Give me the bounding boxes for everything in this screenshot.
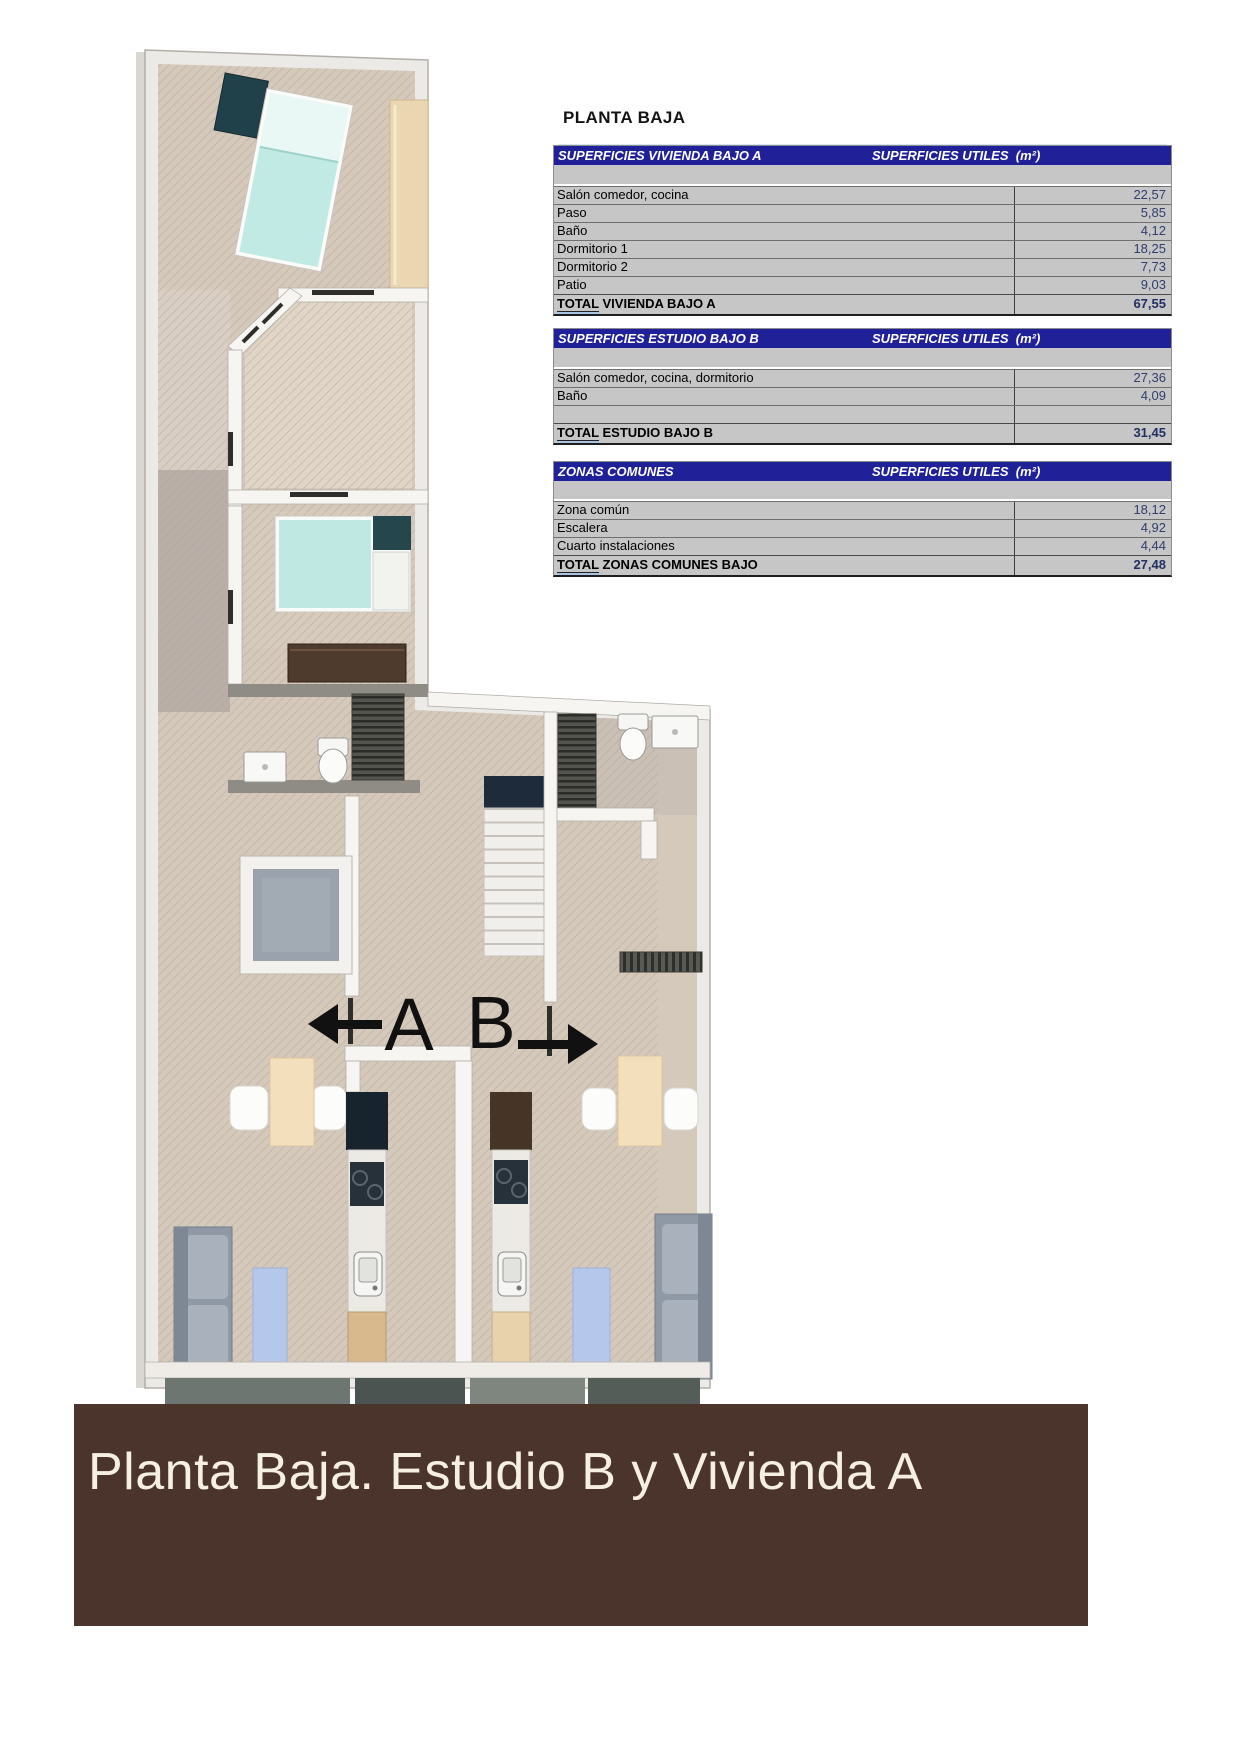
sink-a — [244, 752, 286, 782]
kitchen-a — [346, 1092, 388, 1378]
kitchen-b — [490, 1092, 532, 1378]
rug-b — [573, 1268, 610, 1366]
row-value: 4,44 — [1014, 538, 1171, 555]
bed-middle — [275, 516, 411, 612]
row-label: Escalera — [557, 520, 608, 535]
table-header — [554, 146, 1171, 165]
table-header-title: SUPERFICIES VIVIENDA BAJO A — [558, 148, 762, 163]
radiator-grille-b — [558, 714, 596, 810]
row-label: Paso — [557, 205, 587, 220]
table-header-units: SUPERFICIES UTILES (m²) — [872, 464, 1041, 479]
table-row — [554, 204, 1171, 222]
table-row — [554, 387, 1171, 405]
row-label: Baño — [557, 223, 588, 238]
total-value: 67,55 — [1014, 295, 1171, 314]
table-spacer-row — [554, 481, 1171, 501]
table-header — [554, 329, 1171, 348]
table-row-empty — [554, 405, 1171, 423]
table-zonas-comunes — [553, 461, 1172, 577]
table-superficies-vivienda-a — [553, 145, 1172, 316]
wardrobe — [390, 100, 428, 290]
row-label: Zona común — [557, 502, 630, 517]
table-row — [554, 369, 1171, 387]
row-value: 18,12 — [1014, 502, 1171, 519]
toilet-a — [318, 738, 348, 783]
entrance-thresholds — [145, 1362, 710, 1406]
table-header-units: SUPERFICIES UTILES (m²) — [872, 331, 1041, 346]
row-label: Salón comedor, cocina — [557, 187, 689, 202]
sofa-b — [655, 1214, 712, 1379]
arrow-b-shaft — [518, 1040, 570, 1049]
shower-grille-a — [352, 694, 404, 780]
table-total-row — [554, 294, 1171, 314]
row-value: 5,85 — [1014, 205, 1171, 222]
table-total-row — [554, 555, 1171, 575]
row-value: 22,57 — [1014, 187, 1171, 204]
row-label: Baño — [557, 388, 588, 403]
row-value: 27,36 — [1014, 370, 1171, 387]
table-row — [554, 537, 1171, 555]
arrow-a-shaft — [332, 1020, 382, 1029]
row-value: 4,12 — [1014, 223, 1171, 240]
table-header-title: SUPERFICIES ESTUDIO BAJO B — [558, 331, 759, 346]
total-label: TOTAL ESTUDIO BAJO B — [557, 425, 714, 440]
shower-room-a — [240, 856, 352, 974]
table-row — [554, 519, 1171, 537]
row-value: 7,73 — [1014, 259, 1171, 276]
table-header-title: ZONAS COMUNES — [558, 464, 674, 479]
page-title: PLANTA BAJA — [563, 108, 686, 127]
row-label — [554, 406, 1014, 423]
row-value: 18,25 — [1014, 241, 1171, 258]
row-label: Salón comedor, cocina, dormitorio — [557, 370, 754, 385]
table-row — [554, 258, 1171, 276]
row-label: Dormitorio 1 — [557, 241, 628, 256]
total-label: TOTAL ZONAS COMUNES BAJO — [557, 557, 758, 572]
label-unit-a: A — [384, 983, 434, 1066]
row-value: 4,09 — [1014, 388, 1171, 405]
sink-b — [652, 716, 698, 748]
rug-a — [253, 1268, 287, 1366]
dresser — [288, 644, 406, 682]
total-value: 31,45 — [1014, 424, 1171, 443]
row-value: 4,92 — [1014, 520, 1171, 537]
row-value: 9,03 — [1014, 277, 1171, 294]
sofa-a — [174, 1227, 232, 1377]
row-value — [1014, 406, 1171, 423]
table-header-units: SUPERFICIES UTILES (m²) — [872, 148, 1041, 163]
label-unit-b: B — [466, 981, 516, 1064]
table-superficies-estudio-b — [553, 328, 1172, 445]
toilet-b — [618, 714, 648, 760]
table-row — [554, 276, 1171, 294]
row-label: Dormitorio 2 — [557, 259, 628, 274]
table-total-row — [554, 423, 1171, 443]
table-header — [554, 462, 1171, 481]
caption-text: Planta Baja. Estudio B y Vivienda A — [88, 1443, 923, 1501]
table-row — [554, 501, 1171, 519]
row-label: Patio — [557, 277, 587, 292]
table-row — [554, 186, 1171, 204]
total-value: 27,48 — [1014, 556, 1171, 575]
table-row — [554, 240, 1171, 258]
table-spacer-row — [554, 348, 1171, 369]
table-row — [554, 222, 1171, 240]
total-label: TOTAL VIVIENDA BAJO A — [557, 296, 716, 311]
row-label: Cuarto instalaciones — [557, 538, 675, 553]
caption-banner — [74, 1404, 1088, 1626]
radiator-strip-b — [620, 952, 702, 972]
table-spacer-row — [554, 165, 1171, 186]
